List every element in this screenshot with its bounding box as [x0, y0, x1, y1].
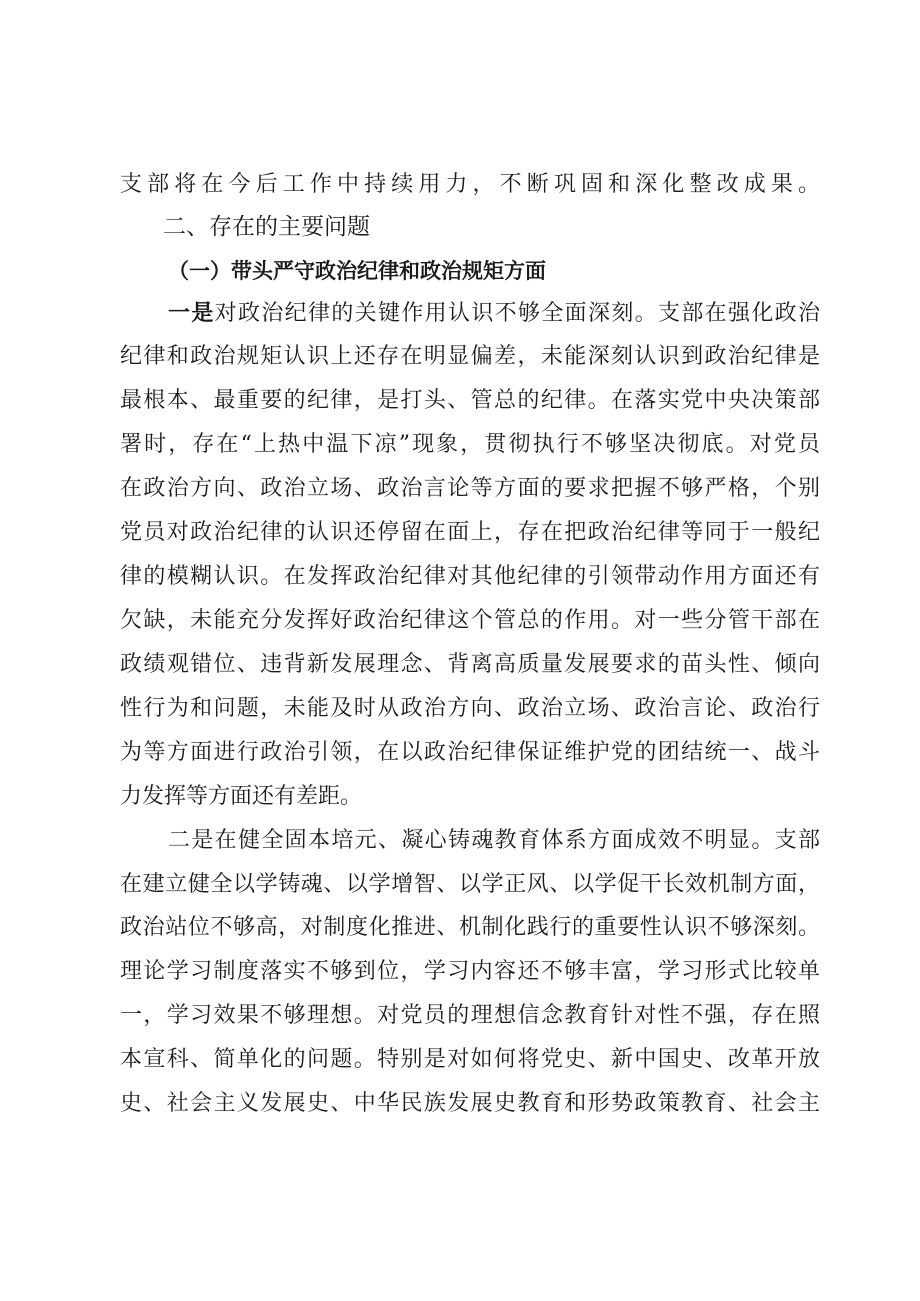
paragraph-2-line: 理论学习制度落实不够到位，学习内容还不够丰富，学习形式比较单	[120, 959, 820, 984]
paragraph-1-lead: 一是	[168, 301, 215, 326]
paragraph-1-line: 最根本、最重要的纪律，是打头、管总的纪律。在落实党中央决策部	[120, 388, 820, 413]
intro-line: 支部将在今后工作中持续用力，不断巩固和深化整改成果。	[120, 172, 820, 197]
paragraph-1-line: 欠缺，未能充分发挥好政治纪律这个管总的作用。对一些分管干部在	[120, 608, 820, 633]
paragraph-1-line: 政绩观错位、违背新发展理念、背离高质量发展要求的苗头性、倾向	[120, 652, 820, 677]
paragraph-2-line: 本宣科、简单化的问题。特别是对如何将党史、新中国史、改革开放	[120, 1047, 820, 1072]
paragraph-2-line: 政治站位不够高，对制度化推进、机制化践行的重要性认识不够深刻。	[120, 915, 820, 940]
paragraph-2-line: 在建立健全以学铸魂、以学增智、以学正风、以学促干长效机制方面，	[120, 872, 820, 897]
paragraph-1-line: 为等方面进行政治引领，在以政治纪律保证维护党的团结统一、战斗	[120, 740, 820, 765]
paragraph-2-first-line: 二是在健全固本培元、凝心铸魂教育体系方面成效不明显。支部	[168, 828, 820, 853]
paragraph-1-line: 党员对政治纪律的认识还停留在面上，存在把政治纪律等同于一般纪	[120, 520, 820, 545]
paragraph-1-first-line-text: 对政治纪律的关键作用认识不够全面深刻。支部在强化政治	[214, 301, 820, 326]
paragraph-1-line: 纪律和政治规矩认识上还存在明显偏差，未能深刻认识到政治纪律是	[120, 344, 820, 369]
paragraph-2-line: 一，学习效果不够理想。对党员的理想信念教育针对性不强，存在照	[120, 1003, 820, 1028]
paragraph-1-line: 律的模糊认识。在发挥政治纪律对其他纪律的引领带动作用方面还有	[120, 564, 820, 589]
paragraph-1-first-line	[168, 299, 820, 329]
paragraph-1-line: 在政治方向、政治立场、政治言论等方面的要求把握不够严格，个别	[120, 476, 820, 501]
paragraph-1-line: 力发挥等方面还有差距。	[120, 784, 363, 809]
paragraph-1-line: 署时，存在“上热中温下凉”现象，贯彻执行不够坚决彻底。对党员	[120, 432, 820, 457]
paragraph-2-line: 史、社会主义发展史、中华民族发展史教育和形势政策教育、社会主	[120, 1091, 820, 1116]
paragraph-1-line: 性行为和问题，未能及时从政治方向、政治立场、政治言论、政治行	[120, 696, 820, 721]
section-heading: 二、存在的主要问题	[163, 214, 370, 240]
subsection-heading: （一）带头严守政治纪律和政治规矩方面	[168, 259, 546, 283]
